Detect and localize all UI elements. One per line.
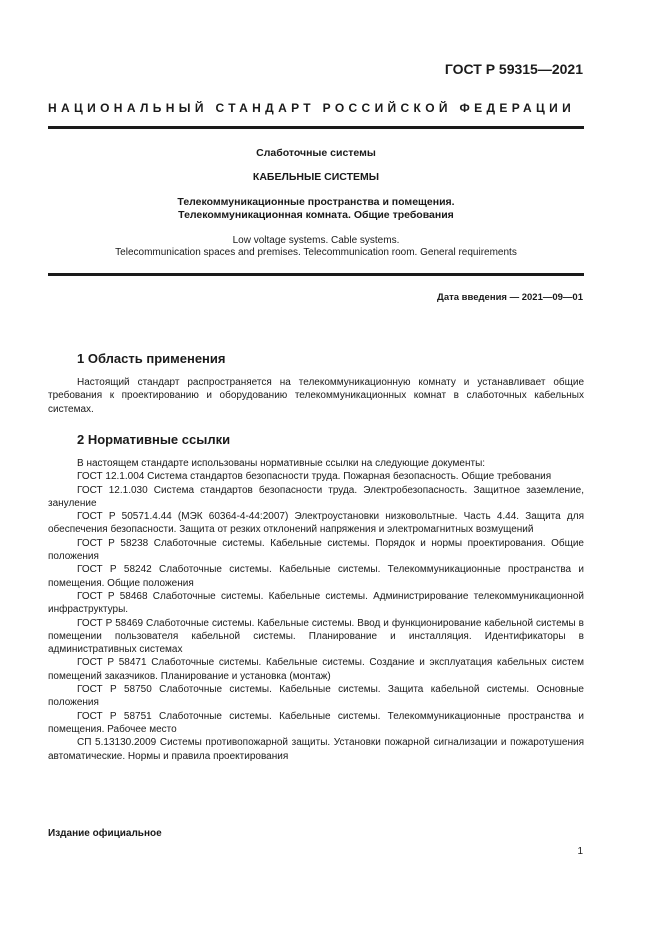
- section-2-body: [48, 457, 584, 763]
- reference-item: СП 5.13130.2009 Системы противопожарной защиты. Установки пожарной сигнализации и пожаротушения автоматические. Нормы и правила проектирования: [48, 737, 584, 762]
- reference-item: ГОСТ Р 58238 Слаботочные системы. Кабельные системы. Порядок и нормы проектирования. Общие положения: [48, 537, 584, 563]
- reference-item: ГОСТ Р 50571.4.44 (МЭК 60364-4-44:2007) Электроустановки низковольтные. Часть 4.44. Защита для обеспечения безопасности. Защита от резких отклонений напряжения и электромагнитных возмущений: [48, 511, 584, 536]
- reference-item: ГОСТ Р 58468 Слаботочные системы. Кабельные системы. Администрирование телекоммуникационной инфраструктуры.: [48, 590, 584, 616]
- reference-item: ГОСТ Р 58242 Слаботочные системы. Кабельные системы. Телекоммуникационные пространства и помещения. Общие положения: [48, 564, 584, 589]
- reference-item: ГОСТ 12.1.004 Система стандартов безопасности труда. Пожарная безопасность. Общие требования: [77, 471, 552, 483]
- reference-item: ГОСТ Р 58750 Слаботочные системы. Кабельные системы. Защита кабельной системы. Основные положения: [48, 684, 584, 709]
- page-number: 1: [577, 846, 583, 857]
- top-divider: [48, 126, 584, 129]
- english-title-line-2: Telecommunication spaces and premises. Telecommunication room. General requirements: [115, 247, 517, 258]
- title-divider: [48, 273, 584, 276]
- section-1-paragraph: Настоящий стандарт распространяется на телекоммуникационную комнату и устанавливает общие требования к проектированию и оборудованию телекоммуникационных комнат в слаботочных кабельных системах.: [48, 377, 584, 415]
- section-2-heading: 2 Нормативные ссылки: [77, 432, 231, 447]
- reference-item: ГОСТ Р 58469 Слаботочные системы. Кабельные системы. Ввод и функционирование кабельной системы в помещении пользователя кабельной системы. Планирование и инсталляция. Идентификаторы в административных системах: [48, 617, 584, 656]
- section-2-intro: В настоящем стандарте использованы нормативные ссылки на следующие документы:: [77, 458, 486, 469]
- series-title: Слаботочные системы: [256, 147, 376, 159]
- reference-item: ГОСТ 12.1.030 Система стандартов безопасности труда. Электробезопасность. Защитное заземление, зануление: [48, 484, 584, 509]
- reference-item: ГОСТ Р 58751 Слаботочные системы. Кабельные системы. Телекоммуникационные пространства и помещения. Рабочее место: [48, 710, 584, 735]
- subseries-title: КАБЕЛЬНЫЕ СИСТЕМЫ: [252, 171, 380, 183]
- introduction-date: Дата введения — 2021—09—01: [437, 292, 583, 303]
- official-edition-label: Издание официальное: [48, 828, 162, 839]
- standard-title-line-1: Телекоммуникационные пространства и помещения.: [177, 196, 455, 208]
- section-1-body: [48, 376, 584, 416]
- english-title-line-1: Low voltage systems. Cable systems.: [232, 235, 400, 246]
- national-standard-heading: НАЦИОНАЛЬНЫЙ СТАНДАРТ РОССИЙСКОЙ ФЕДЕРАЦИИ: [48, 101, 576, 115]
- reference-item: ГОСТ Р 58471 Слаботочные системы. Кабельные системы. Создание и эксплуатация кабельных систем помещений заказчиков. Планирование и установка (монтаж): [48, 657, 584, 682]
- document-number: ГОСТ Р 59315—2021: [444, 61, 583, 77]
- standard-title-line-2: Телекоммуникационная комната. Общие требования: [178, 209, 454, 221]
- section-1-heading: 1 Область применения: [77, 351, 226, 366]
